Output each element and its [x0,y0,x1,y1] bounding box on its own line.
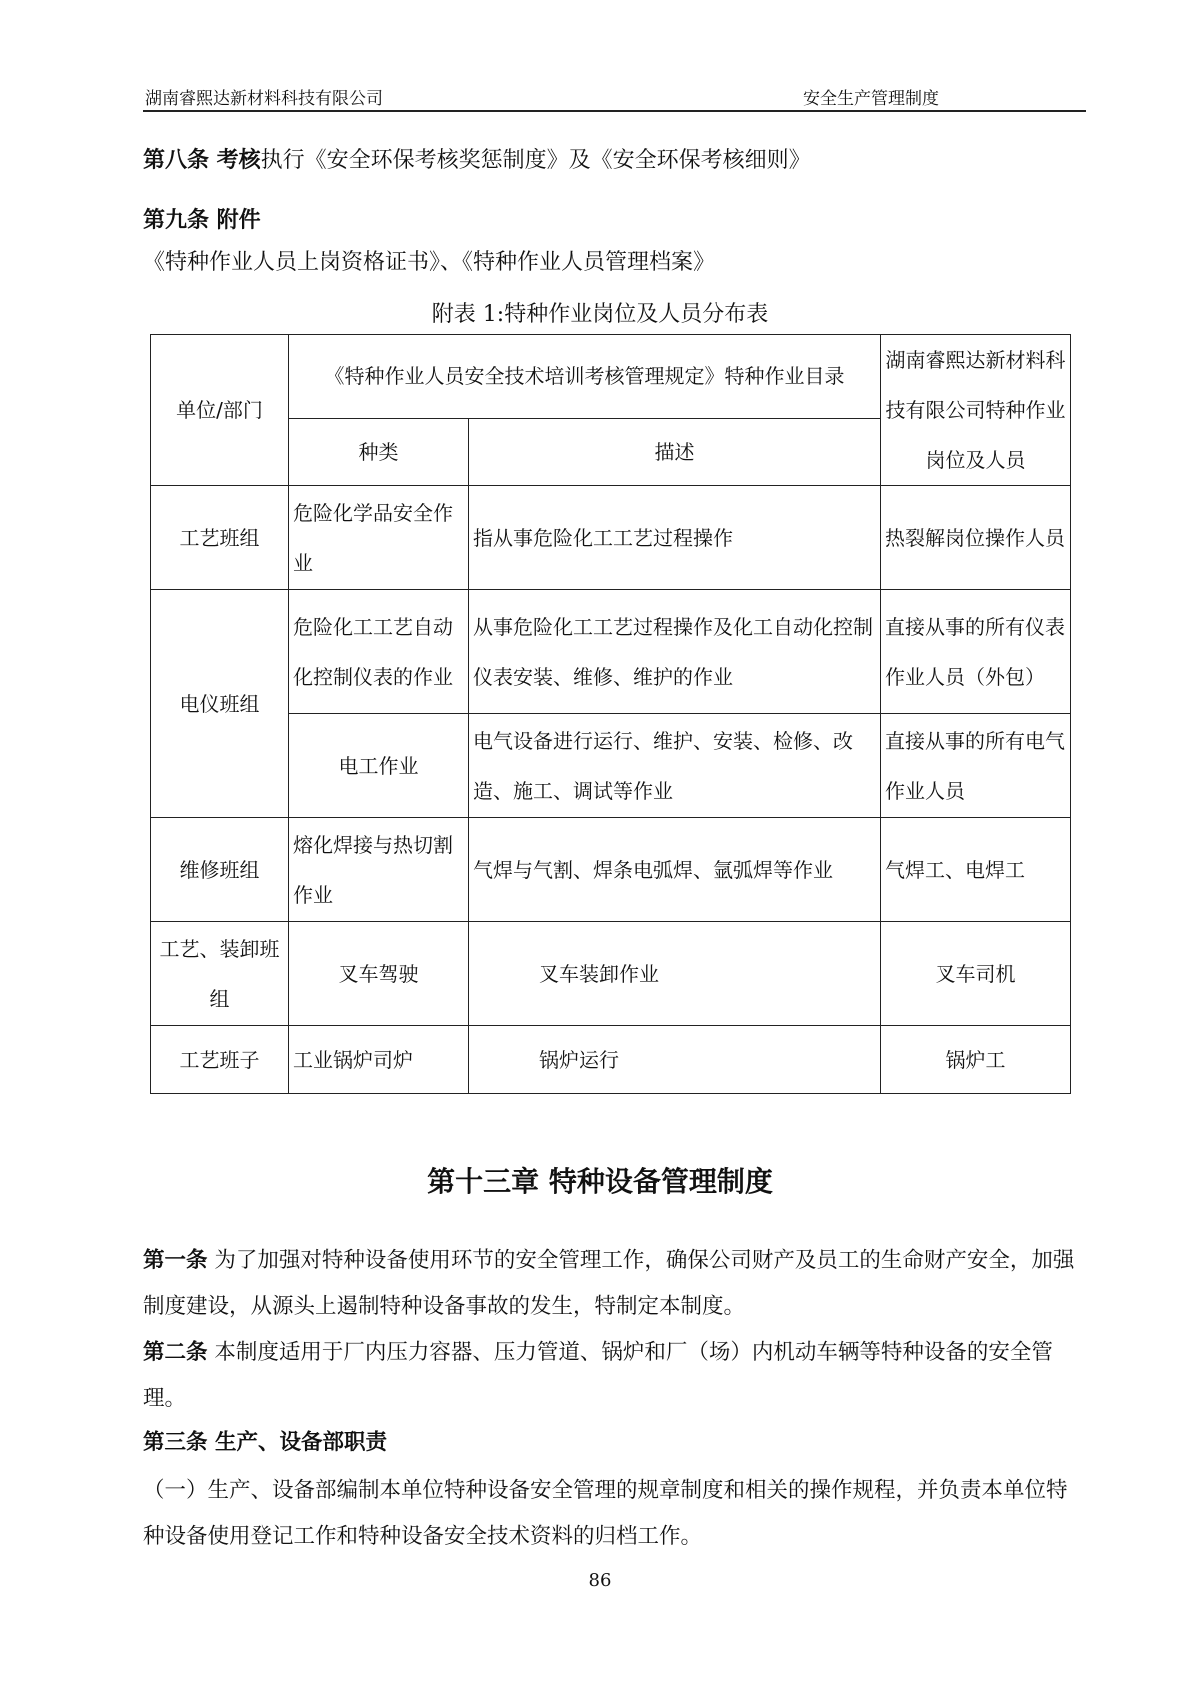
cell-type: 工业锅炉司炉 [289,1026,469,1094]
cell-unit: 维修班组 [151,818,289,922]
table-row [151,818,1071,922]
cell-type: 电工作业 [289,714,469,818]
cell-staff: 热裂解岗位操作人员 [881,486,1071,590]
page-number: 86 [588,1570,612,1591]
section-2-text: 本制度适用于厂内压力容器、压力管道、锅炉和厂（场）内机动车辆等特种设备的安全管理。 [143,1340,1053,1411]
document-title: 安全生产管理制度 [803,89,939,109]
cell-description: 指从事危险化工工艺过程操作 [469,486,881,590]
table-caption: 附表 1:特种作业岗位及人员分布表 [431,302,769,327]
section-2 [143,1330,1088,1422]
header-catalog: 《特种作业人员安全技术培训考核管理规定》特种作业目录 [289,335,881,419]
cell-staff: 锅炉工 [881,1026,1071,1094]
cell-staff: 气焊工、电焊工 [881,818,1071,922]
section-2-label: 第二条 [143,1340,208,1365]
article-9-text: 《特种作业人员上岗资格证书》、《特种作业人员管理档案》 [143,250,716,275]
cell-type: 危险化学品安全作业 [289,486,469,590]
section-3-heading: 第三条 生产、设备部职责 [143,1430,387,1455]
cell-type: 叉车驾驶 [289,922,469,1026]
table-row [151,714,1071,818]
cell-unit: 工艺班子 [151,1026,289,1094]
cell-unit: 工艺班组 [151,486,289,590]
table-row [151,486,1071,590]
special-operations-table [150,334,1071,1094]
table-row [151,1026,1071,1094]
header-unit: 单位/部门 [151,335,289,486]
cell-description: 气焊与气割、焊条电弧焊、氩弧焊等作业 [469,818,881,922]
header-type: 种类 [289,418,469,485]
article-8-text: 执行《安全环保考核奖惩制度》及《安全环保考核细则》 [260,148,811,173]
cell-description: 电气设备进行运行、维护、安装、检修、改造、施工、调试等作业 [469,714,881,818]
article-8-label: 第八条 考核 [143,147,261,173]
header-description: 描述 [469,418,881,485]
cell-type: 危险化工工艺自动化控制仪表的作业 [289,590,469,714]
chapter-title: 第十三章 特种设备管理制度 [427,1165,773,1198]
cell-type: 熔化焊接与热切割作业 [289,818,469,922]
table-row [151,590,1071,714]
table-row [151,922,1071,1026]
page-header [143,78,1086,112]
section-1-label: 第一条 [143,1248,208,1273]
cell-description: 叉车装卸作业 [469,922,881,1026]
cell-staff: 直接从事的所有仪表作业人员（外包） [881,590,1071,714]
cell-staff: 叉车司机 [881,922,1071,1026]
cell-unit: 电仪班组 [151,590,289,818]
cell-description: 锅炉运行 [469,1026,881,1094]
company-name: 湖南睿熙达新材料科技有限公司 [145,89,383,109]
cell-unit: 工艺、装卸班组 [151,922,289,1026]
cell-description: 从事危险化工工艺过程操作及化工自动化控制仪表安装、维修、维护的作业 [469,590,881,714]
cell-staff: 直接从事的所有电气作业人员 [881,714,1071,818]
article-8 [143,143,1083,178]
section-1 [143,1238,1088,1330]
section-1-text: 为了加强对特种设备使用环节的安全管理工作，确保公司财产及员工的生命财产安全，加强制度建设，从源头上遏制特种设备事故的发生，特制定本制度。 [143,1248,1075,1319]
article-9-label: 第九条 附件 [143,207,261,233]
section-3-item-1: （一）生产、设备部编制本单位特种设备安全管理的规章制度和相关的操作规程，并负责本单位特种设备使用登记工作和特种设备安全技术资料的归档工作。 [143,1478,1068,1549]
header-company-posts: 湖南睿熙达新材料科技有限公司特种作业岗位及人员 [881,335,1071,486]
